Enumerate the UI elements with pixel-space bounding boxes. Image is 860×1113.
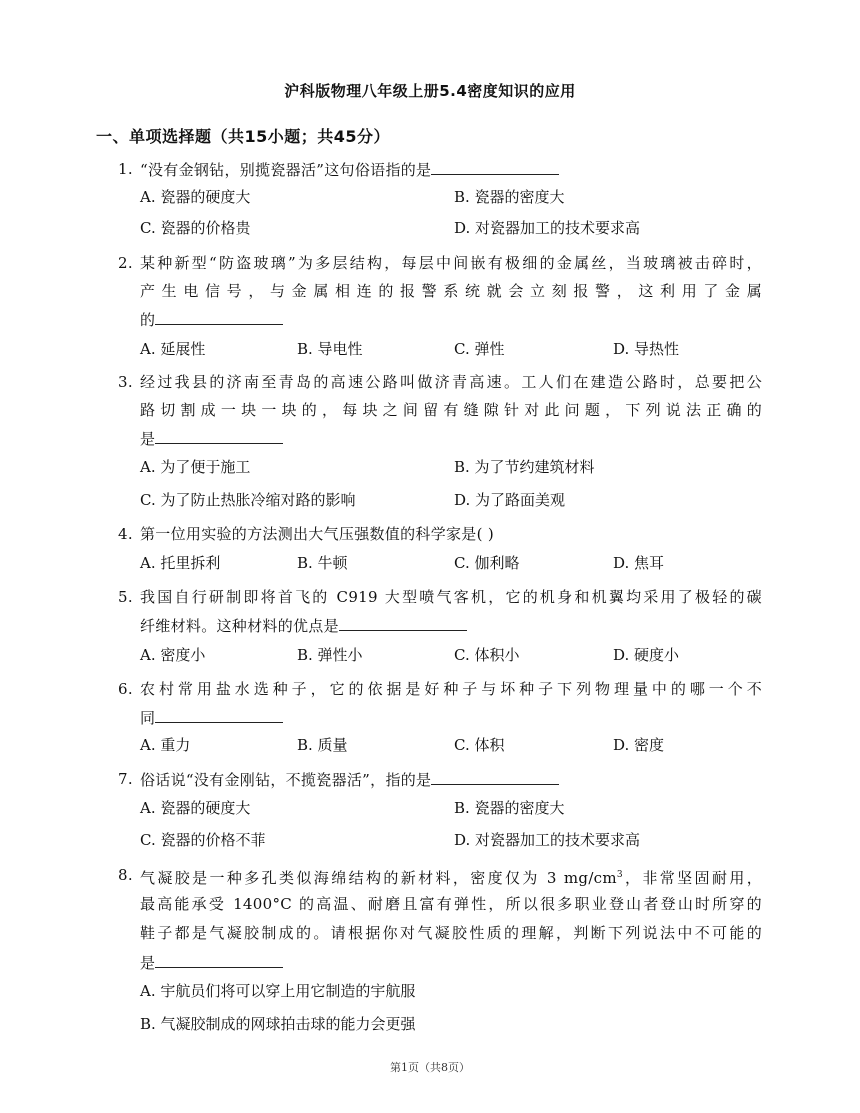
question-number: 2.	[118, 254, 133, 272]
question-stem: 第一位用实验的方法测出大气压强数值的科学家是( )	[140, 525, 494, 543]
question-stem-line: 纤维材料。这种材料的优点是	[140, 614, 467, 637]
answer-blank[interactable]	[155, 951, 283, 968]
option-b[interactable]: B. 为了节约建筑材料	[454, 458, 595, 476]
option-d[interactable]: D. 为了路面美观	[454, 491, 566, 509]
question-stem-line: 产生电信号，与金属相连的报警系统就会立刻报警，这利用了金属	[140, 282, 762, 300]
question-number: 7.	[118, 770, 133, 788]
option-c[interactable]: C. 瓷器的价格贵	[140, 219, 251, 237]
question-stem: 俗话说“没有金刚钻，不揽瓷器活”，指的是	[140, 768, 559, 791]
answer-blank[interactable]	[431, 158, 559, 175]
option-b[interactable]: B. 瓷器的密度大	[454, 799, 565, 817]
answer-blank[interactable]	[155, 308, 283, 325]
option-a[interactable]: A. 密度小	[140, 646, 206, 664]
question-number: 3.	[118, 373, 133, 391]
option-b[interactable]: B. 气凝胶制成的网球拍击球的能力会更强	[140, 1015, 416, 1033]
option-c[interactable]: C. 体积	[454, 736, 505, 754]
question-stem-line: 农村常用盐水选种子，它的依据是好种子与坏种子下列物理量中的哪一个不	[140, 680, 762, 698]
question-stem-line: 鞋子都是气凝胶制成的。请根据你对气凝胶性质的理解，判断下列说法中不可能的	[140, 924, 762, 942]
option-a[interactable]: A. 托里拆利	[140, 554, 221, 572]
question-stem: “没有金钢钻，别揽瓷器活”这句俗语指的是	[140, 158, 559, 181]
question-number: 1.	[118, 160, 133, 178]
option-b[interactable]: B. 导电性	[297, 340, 363, 358]
option-d[interactable]: D. 密度	[613, 736, 665, 754]
question-number: 8.	[118, 866, 133, 884]
option-b[interactable]: B. 瓷器的密度大	[454, 188, 565, 206]
option-d[interactable]: D. 对瓷器加工的技术要求高	[454, 831, 641, 849]
option-a[interactable]: A. 为了便于施工	[140, 458, 251, 476]
page-footer: 第1页（共8页）	[390, 1061, 470, 1074]
option-a[interactable]: A. 重力	[140, 736, 191, 754]
question-number: 6.	[118, 680, 133, 698]
question-stem-line: 最高能承受 1400°C 的高温、耐磨且富有弹性，所以很多职业登山者登山时所穿的	[140, 895, 762, 913]
answer-blank[interactable]	[431, 768, 559, 785]
question-stem-line: 经过我县的济南至青岛的高速公路叫做济青高速。工人们在建造公路时，总要把公	[140, 373, 762, 391]
option-c[interactable]: C. 为了防止热胀冷缩对路的影响	[140, 491, 356, 509]
option-d[interactable]: D. 导热性	[613, 340, 680, 358]
option-d[interactable]: D. 对瓷器加工的技术要求高	[454, 219, 641, 237]
option-d[interactable]: D. 焦耳	[613, 554, 665, 572]
option-a[interactable]: A. 瓷器的硬度大	[140, 799, 251, 817]
answer-blank[interactable]	[155, 706, 283, 723]
question-stem-line: 气凝胶是一种多孔类似海绵结构的新材料，密度仅为 3 $mg/cm^3$，非常坚固耐用，	[140, 869, 763, 887]
option-c[interactable]: C. 弹性	[454, 340, 505, 358]
question-stem-line: 的	[140, 308, 283, 331]
option-c[interactable]: C. 瓷器的价格不菲	[140, 831, 266, 849]
option-c[interactable]: C. 体积小	[454, 646, 520, 664]
option-d[interactable]: D. 硬度小	[613, 646, 680, 664]
question-stem-line: 某种新型“防盗玻璃”为多层结构，每层中间嵌有极细的金属丝，当玻璃被击碎时，	[140, 254, 762, 272]
question-stem-line: 是	[140, 951, 283, 974]
option-b[interactable]: B. 质量	[297, 736, 348, 754]
option-b[interactable]: B. 牛顿	[297, 554, 348, 572]
answer-blank[interactable]	[339, 614, 467, 631]
section-heading: 一、单项选择题（共15小题；共45分）	[96, 127, 391, 146]
option-a[interactable]: A. 延展性	[140, 340, 206, 358]
question-stem-line: 我国自行研制即将首飞的 C919 大型喷气客机，它的机身和机翼均采用了极轻的碳	[140, 588, 762, 606]
question-number: 4.	[118, 525, 133, 543]
question-stem-line: 同	[140, 706, 283, 729]
question-number: 5.	[118, 588, 133, 606]
option-a[interactable]: A. 宇航员们将可以穿上用它制造的宇航服	[140, 982, 416, 1000]
question-stem-line: 路切割成一块一块的，每块之间留有缝隙针对此问题，下列说法正确的	[140, 401, 762, 419]
option-a[interactable]: A. 瓷器的硬度大	[140, 188, 251, 206]
question-stem-line: 是	[140, 427, 283, 450]
option-c[interactable]: C. 伽利略	[454, 554, 520, 572]
page-title: 沪科版物理八年级上册5.4密度知识的应用	[284, 82, 576, 100]
answer-blank[interactable]	[155, 427, 283, 444]
option-b[interactable]: B. 弹性小	[297, 646, 363, 664]
